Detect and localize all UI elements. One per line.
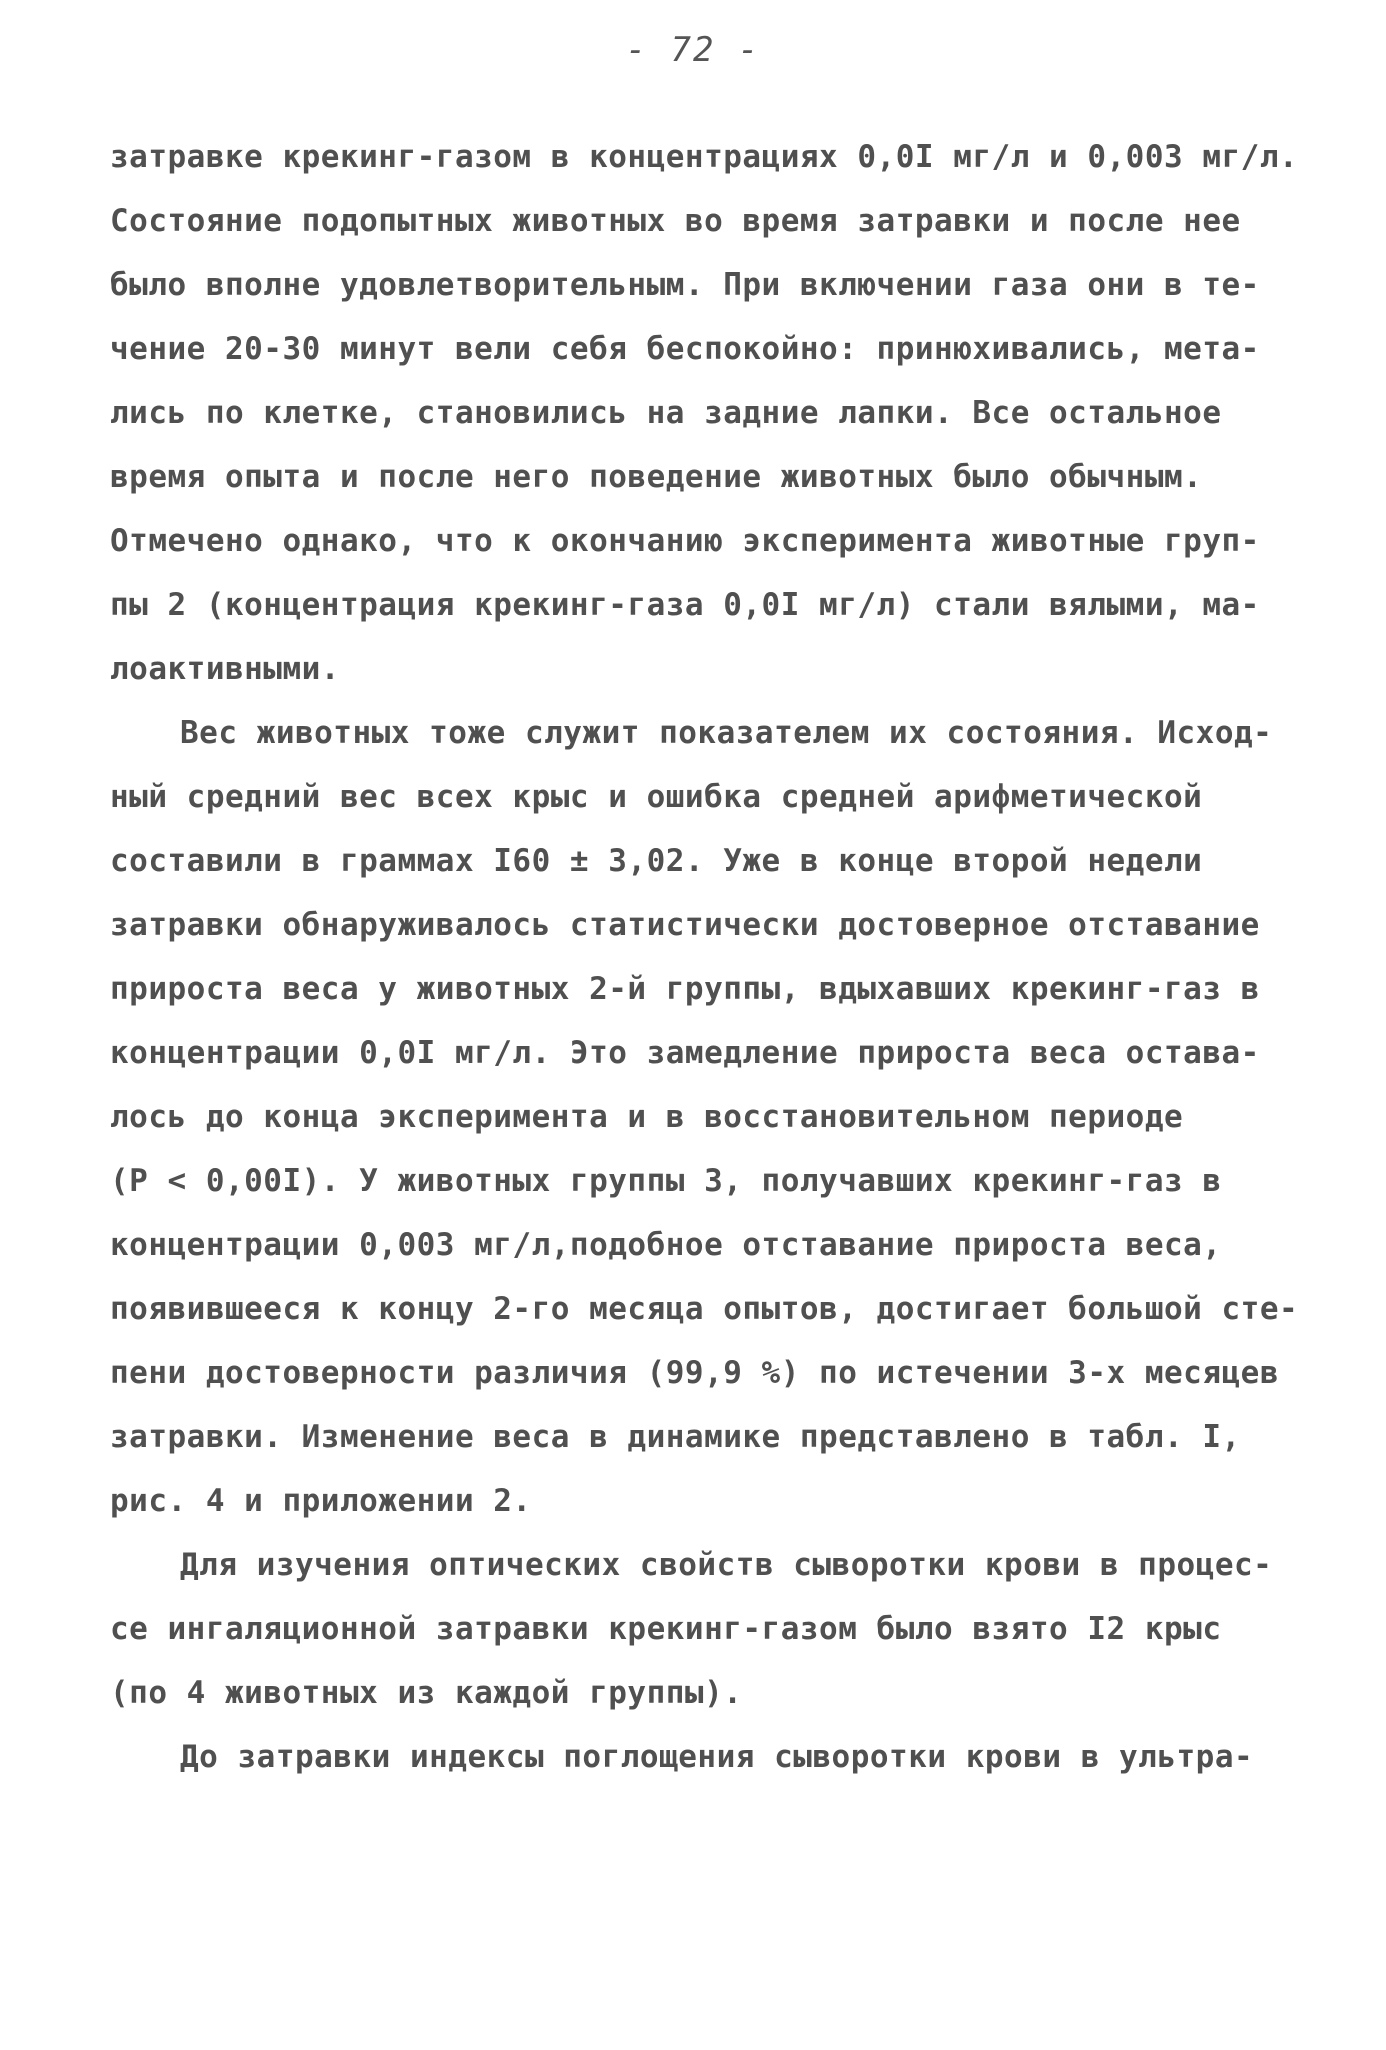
text-line: Состояние подопытных животных во время затравки и после нее [110,203,1241,239]
text-line: лось до конца эксперимента и в восстановительном периоде [110,1099,1184,1135]
paragraph-2 [110,701,1299,1533]
text-line: (P < 0,00I). У животных группы 3, получавших крекинг-газ в [110,1163,1222,1199]
page-number: - 72 - [625,30,761,70]
text-line: затравки обнаруживалось статистически достоверное отставание [110,907,1260,943]
paragraph-1 [110,125,1299,701]
text-line: До затравки индексы поглощения сыворотки крови в ультра- [180,1739,1254,1775]
body-text [110,125,1299,1789]
text-line: составили в граммах I60 ± 3,02. Уже в конце второй недели [110,843,1203,879]
text-line: Для изучения оптических свойств сыворотки крови в процес- [180,1547,1273,1583]
text-line: появившееся к концу 2-го месяца опытов, достигает большой сте- [110,1291,1299,1327]
text-line: ный средний вес всех крыс и ошибка средней арифметической [110,779,1203,815]
text-line: затравке крекинг-газом в концентрациях 0,0I мг/л и 0,003 мг/л. [110,139,1299,175]
text-line: чение 20-30 минут вели себя беспокойно: принюхивались, мета- [110,331,1260,367]
text-line: прироста веса у животных 2-й группы, вдыхавших крекинг-газ в [110,971,1260,1007]
text-line: се ингаляционной затравки крекинг-газом было взято I2 крыс [110,1611,1222,1647]
paragraph-4 [110,1725,1290,1789]
text-line: концентрации 0,0I мг/л. Это замедление прироста веса остава- [110,1035,1260,1071]
text-line: пени достоверности различия (99,9 %) по истечении 3-х месяцев [110,1355,1279,1391]
paragraph-3 [110,1533,1290,1725]
text-line: было вполне удовлетворительным. При включении газа они в те- [110,267,1260,303]
text-line: пы 2 (концентрация крекинг-газа 0,0I мг/л) стали вялыми, ма- [110,587,1260,623]
text-line: (по 4 животных из каждой группы). [110,1675,743,1711]
text-line: лоактивными. [110,651,340,687]
text-line: Отмечено однако, что к окончанию эксперимента животные груп- [110,523,1260,559]
text-line: концентрации 0,003 мг/л,подобное отставание прироста веса, [110,1227,1222,1263]
text-line: рис. 4 и приложении 2. [110,1483,532,1519]
text-line: время опыта и после него поведение животных было обычным. [110,459,1203,495]
text-line: затравки. Изменение веса в динамике представлено в табл. I, [110,1419,1241,1455]
text-line: Вес животных тоже служит показателем их состояния. Исход- [180,715,1273,751]
text-line: лись по клетке, становились на задние лапки. Все остальное [110,395,1222,431]
